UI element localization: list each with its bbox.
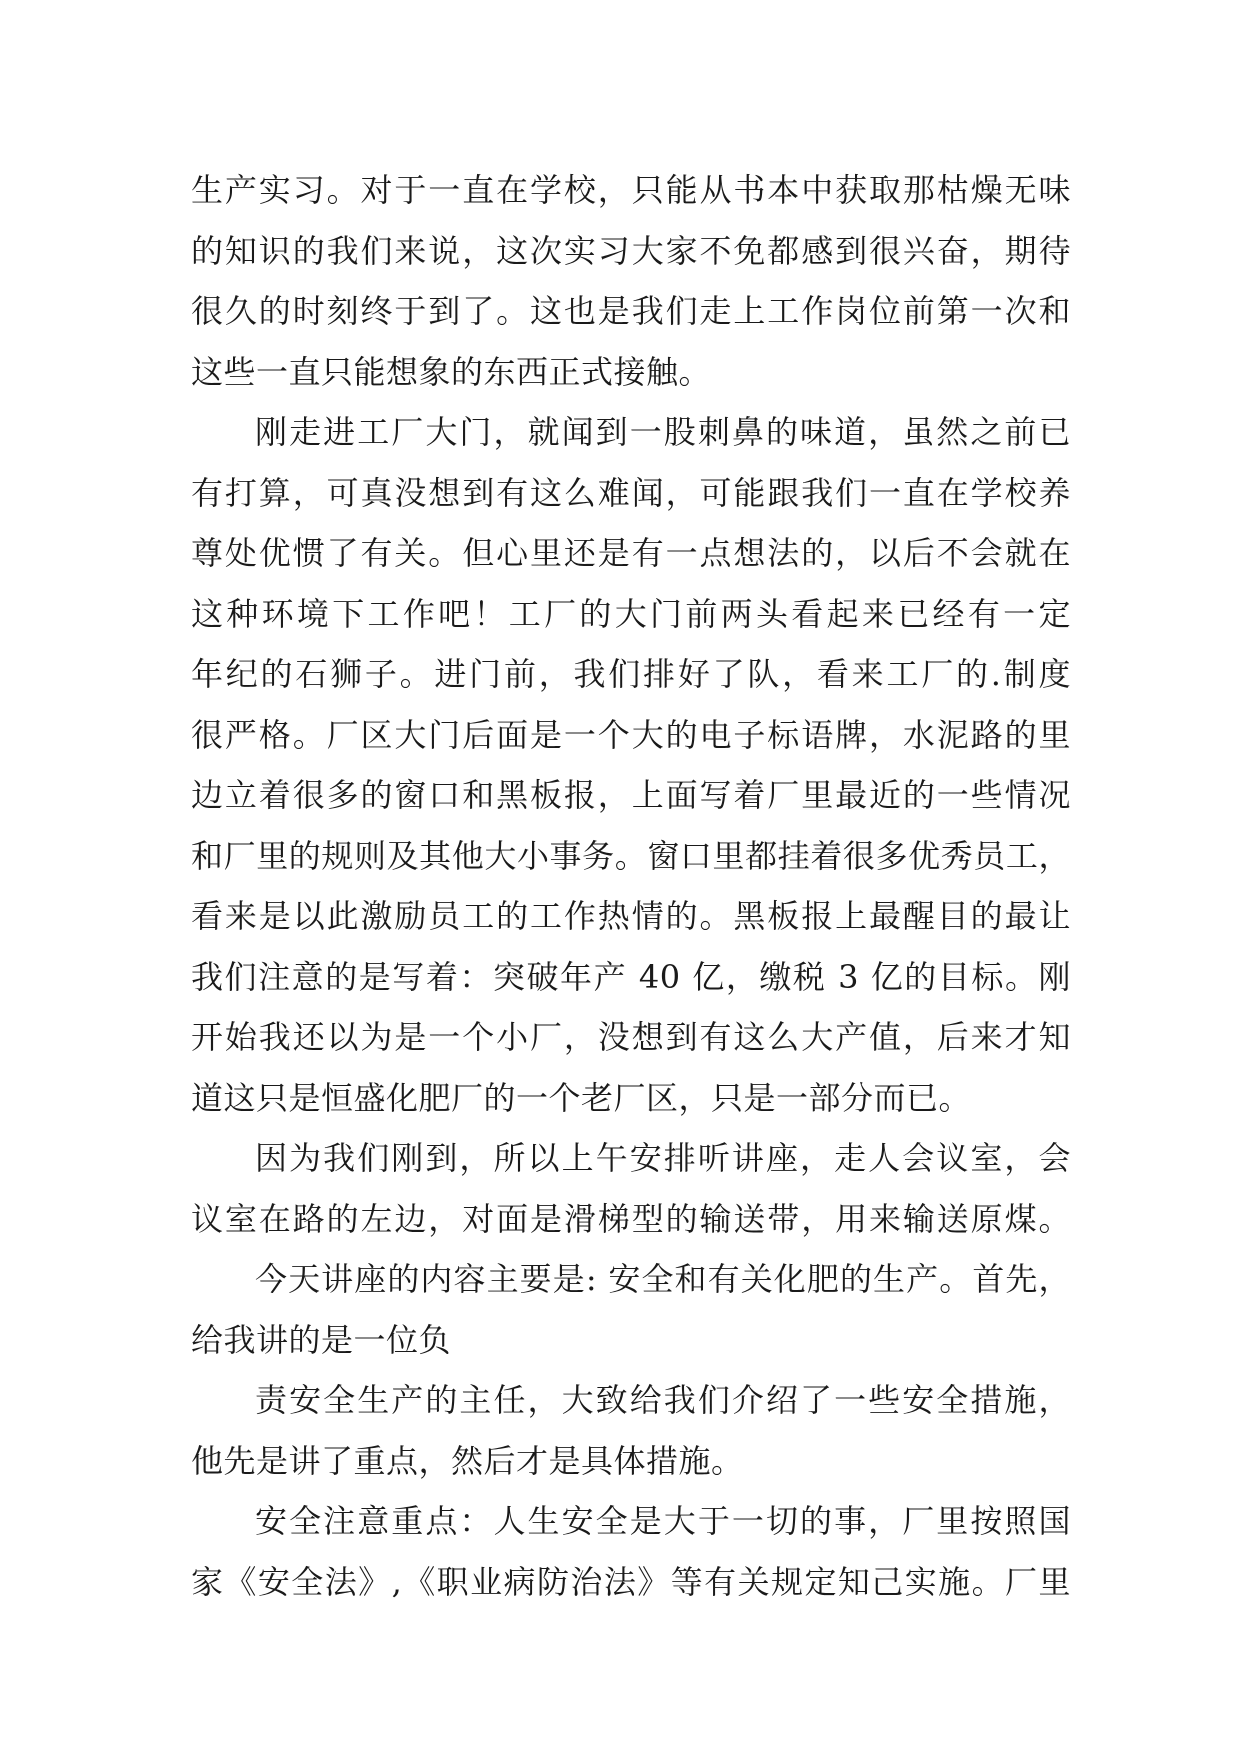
- text-line: 年纪的石狮子。进门前，我们排好了队，看来工厂的.制度: [191, 655, 1071, 693]
- text-line: 今天讲座的内容主要是: 安全和有关化肥的生产。首先，: [255, 1260, 1071, 1298]
- text-line: 安全注意重点：人生安全是大于一切的事，厂里按照国: [255, 1502, 1071, 1540]
- text-line: 因为我们刚到，所以上午安排听讲座，走人会议室，会: [255, 1139, 1071, 1177]
- text-line: 这种环境下工作吧！工厂的大门前两头看起来已经有一定: [191, 594, 1071, 633]
- text-line: 有打算，可真没想到有这么难闻，可能跟我们一直在学校养: [191, 473, 1071, 512]
- text-line: 他先是讲了重点，然后才是具体措施。: [191, 1441, 744, 1480]
- text-line: 边立着很多的窗口和黑板报，上面写着厂里最近的一些情况: [191, 776, 1071, 814]
- text-line: 道这只是恒盛化肥厂的一个老厂区，只是一部分而已。: [191, 1078, 972, 1117]
- text-line: 很久的时刻终于到了。这也是我们走上工作岗位前第一次和: [191, 292, 1071, 330]
- text-line: 生产实习。对于一直在学校，只能从书本中获取那枯燥无味: [191, 171, 1071, 209]
- text-line: 议室在路的左边，对面是滑梯型的输送带，用来输送原煤。: [191, 1199, 1071, 1238]
- text-line: 尊处优惯了有关。但心里还是有一点想法的，以后不会就在: [191, 534, 1071, 572]
- document-body: [191, 160, 1071, 1612]
- text-line: 开始我还以为是一个小厂，没想到有这么大产值，后来才知: [191, 1018, 1071, 1056]
- text-line: 给我讲的是一位负: [191, 1320, 452, 1359]
- text-line: 很严格。厂区大门后面是一个大的电子标语牌，水泥路的里: [191, 715, 1071, 754]
- text-line: 看来是以此激励员工的工作热情的。黑板报上最醒目的最让: [191, 897, 1071, 935]
- text-line: 的知识的我们来说，这次实习大家不免都感到很兴奋，期待: [191, 231, 1071, 270]
- text-line: 这些一直只能想象的东西正式接触。: [191, 352, 712, 391]
- text-line: 刚走进工厂大门，就闻到一股刺鼻的味道，虽然之前已: [255, 413, 1071, 451]
- text-line: 和厂里的规则及其他大小事务。窗口里都挂着很多优秀员工，: [191, 836, 1071, 875]
- text-line: 我们注意的是写着：突破年产 40 亿，缴税 3 亿的目标。刚: [191, 957, 1071, 996]
- text-line: 责安全生产的主任，大致给我们介绍了一些安全措施，: [255, 1381, 1071, 1419]
- text-line: 家《安全法》,《职业病防治法》等有关规定知己实施。厂里: [191, 1562, 1071, 1601]
